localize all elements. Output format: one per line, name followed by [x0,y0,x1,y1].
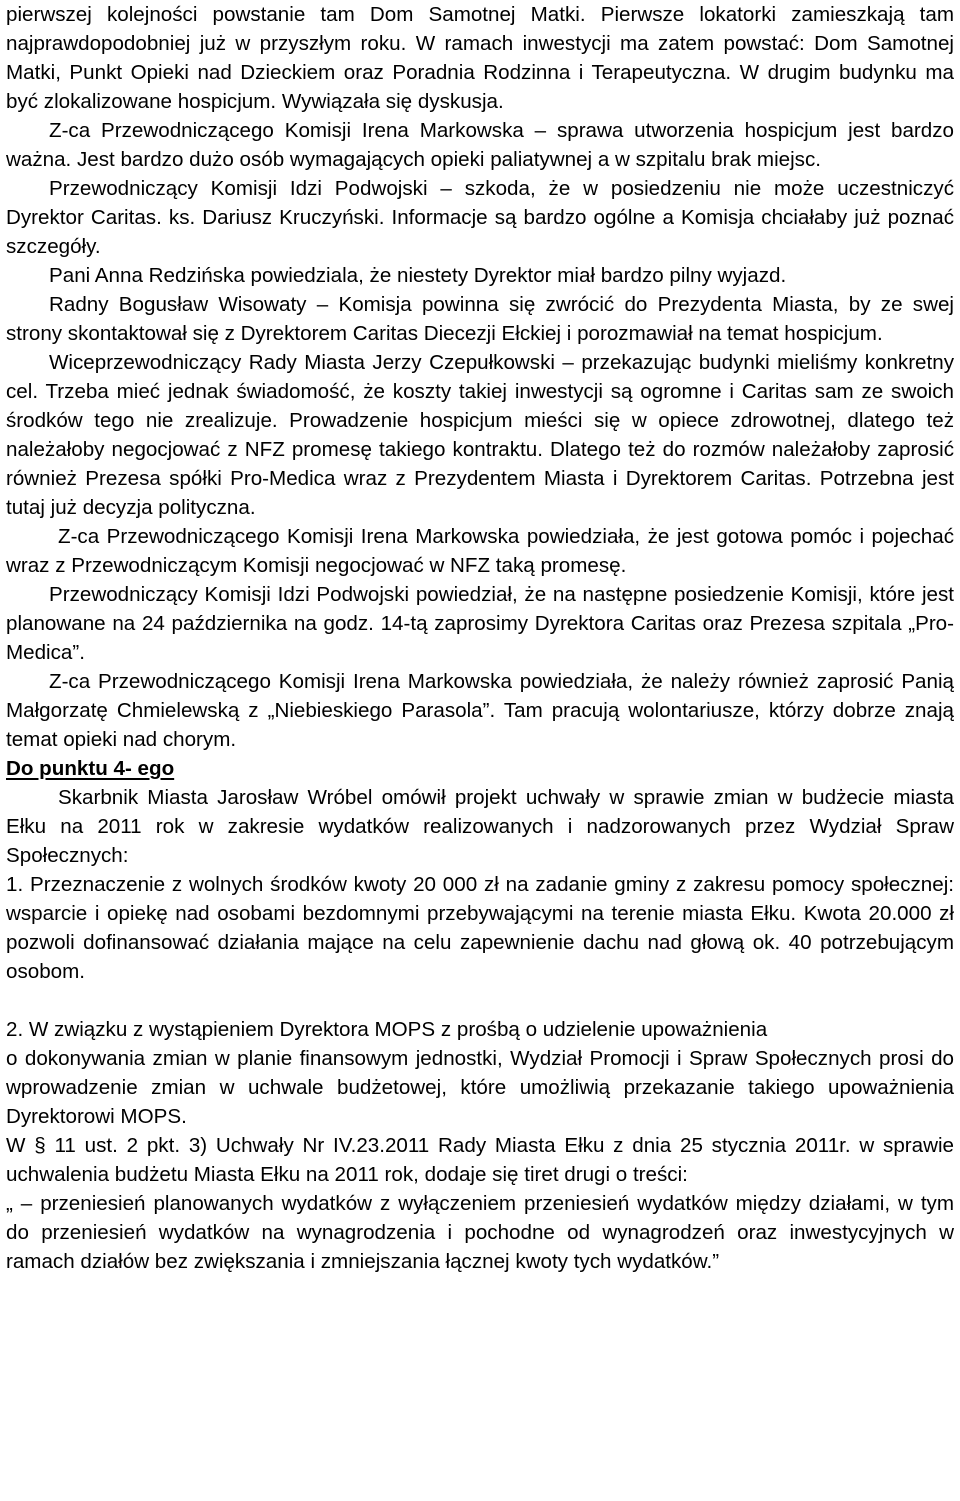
list-item-1: 1. Przeznaczenie z wolnych środków kwoty 20 000 zł na zadanie gminy z zakresu pomocy społecznej: wsparcie i opiekę nad osobami bezdomnymi przebywającymi na terenie miasta Ełku. Kwota 20.000 zł pozwoli dofinansować działania mające na celu zapewnienie dachu nad głową ok. 40 potrzebującym osobom. [6,873,954,983]
paragraph-czepulkowski: Wiceprzewodniczący Rady Miasta Jerzy Czepułkowski – przekazując budynki mieliśmy konkretny cel. Trzeba mieć jednak świadomość, że koszty takiej inwestycji są ogromne i Caritas sam ze swoich środków tego nie zrealizuje. Prowadzenie hospicjum mieści się w opiece zdrowotnej, dlatego też należałoby negocjować z NFZ promesę takiego kontraktu. Dlatego też do rozmów należałoby zaprosić również Prezesa spółki Pro-Medica wraz z Prezydentem Miasta i Dyrektorem Caritas. Potrzebna jest tutaj już decyzja polityczna. [6,351,954,519]
list-item-2-first-line: 2. W związku z wystąpieniem Dyrektora MOPS z prośbą o udzielenie upoważnienia [6,1018,768,1041]
paragraph-markowska-2: Z-ca Przewodniczącego Komisji Irena Markowska powiedziała, że jest gotowa pomóc i pojechać wraz z Przewodniczącym Komisji negocjować w NFZ taką promesę. [6,525,954,577]
paragraph-podwojski-2: Przewodniczący Komisji Idzi Podwojski powiedział, że na następne posiedzenie Komisji, które jest planowane na 24 października na godz. 14-tą zaprosimy Dyrektora Caritas oraz Prezesa szpitala „Pro-Medica”. [6,583,954,664]
quoted-text: „ – przeniesień planowanych wydatków z wyłączeniem przeniesień wydatków między działami, w tym do przeniesień wydatków na wynagrodzenia i pochodne od wynagrodzeń oraz inwestycyjnych w ramach działów bez zwiększania i zmniejszania łącznej kwoty tych wydatków.” [6,1192,954,1273]
paragraph-podwojski-1: Przewodniczący Komisji Idzi Podwojski – szkoda, że w posiedzeniu nie może uczestniczyć Dyrektor Caritas. ks. Dariusz Kruczyński. Informacje są bardzo ogólne a Komisja chciałaby już poznać szczegóły. [6,177,954,258]
paragraph-markowska-3: Z-ca Przewodniczącego Komisji Irena Markowska powiedziała, że należy również zaprosić Panią Małgorzatę Chmielewską z „Niebieskiego Parasola”. Tam pracują wolontariusze, którzy dobrze znają temat opieki nad chorym. [6,670,954,751]
paragraph-wisowaty: Radny Bogusław Wisowaty – Komisja powinna się zwrócić do Prezydenta Miasta, by ze swej strony skontaktował się z Dyrektorem Caritas Diecezji Ełckiej i porozmawiał na temat hospicjum. [6,293,954,345]
paragraph-redzinska: Pani Anna Redzińska powiedziala, że niestety Dyrektor miał bardzo pilny wyjazd. [49,264,787,287]
section-intro: Skarbnik Miasta Jarosław Wróbel omówił projekt uchwały w sprawie zmian w budżecie miasta Ełku na 2011 rok w zakresie wydatków realizowanych i nadzorowanych przez Wydział Spraw Społecznych: [6,786,954,867]
paragraph-intro: pierwszej kolejności powstanie tam Dom Samotnej Matki. Pierwsze lokatorki zamieszkają tam najprawdopodobniej już w przyszłym roku. W ramach inwestycji ma zatem powstać: Dom Samotnej Matki, Punkt Opieki nad Dzieckiem oraz Poradnia Rodzinna i Terapeutyczna. W drugim budynku ma być zlokalizowane hospicjum. Wywiązała się dyskusja. [6,3,954,113]
paragraph-markowska-1: Z-ca Przewodniczącego Komisji Irena Markowska – sprawa utworzenia hospicjum jest bardzo ważna. Jest bardzo dużo osób wymagających opieki paliatywnej a w szpitalu brak miejsc. [6,119,954,171]
legal-reference: W § 11 ust. 2 pkt. 3) Uchwały Nr IV.23.2011 Rady Miasta Ełku z dnia 25 stycznia 2011r. w sprawie uchwalenia budżetu Miasta Ełku na 2011 rok, dodaje się tiret drugi o treści: [6,1134,954,1186]
section-heading: Do punktu 4- ego [6,757,175,780]
list-item-2-rest: o dokonywania zmian w planie finansowym jednostki, Wydział Promocji i Spraw Społecznych prosi do wprowadzenie zmian w uchwale budżetowej, które umożliwią przekazanie takiego upoważnienia Dyrektorowi MOPS. [6,1047,954,1128]
